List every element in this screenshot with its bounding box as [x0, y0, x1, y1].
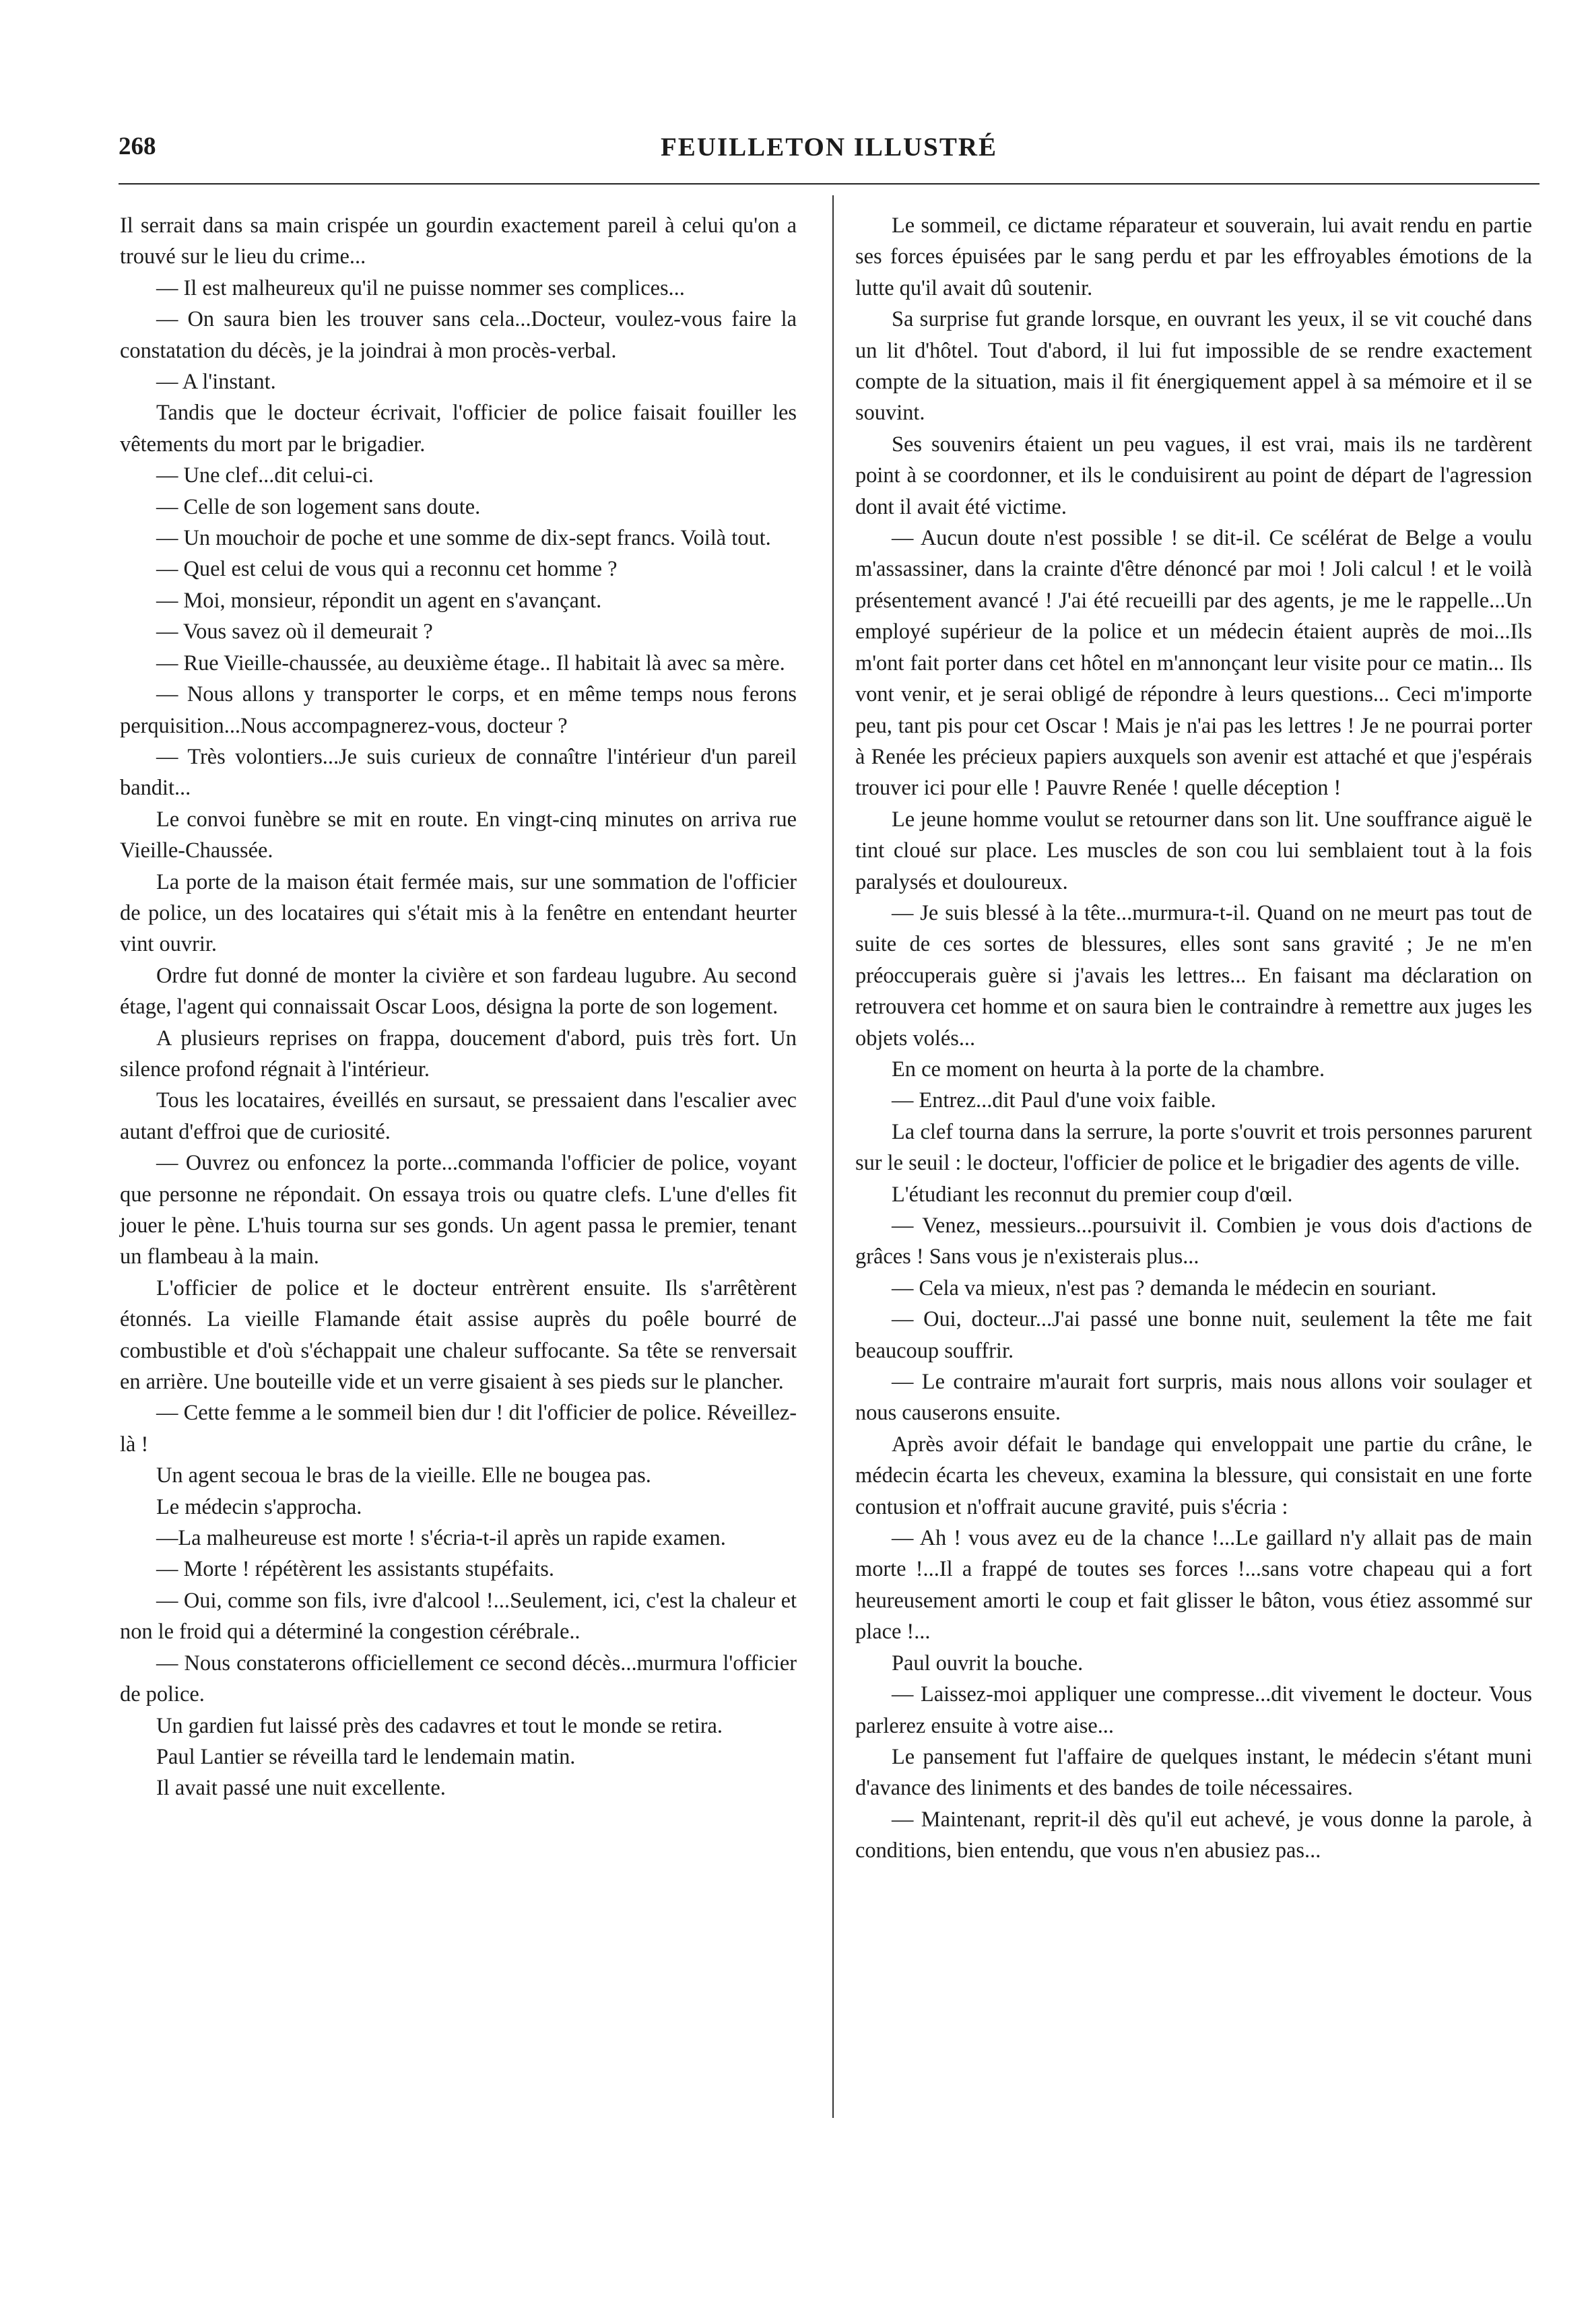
paragraph: — Cette femme a le sommeil bien dur ! dit l'officier de police. Réveillez-là !	[120, 1401, 797, 1457]
paragraph: — Oui, comme son fils, ivre d'alcool !...Seulement, ici, c'est la chaleur et non le froid qui a déterminé la congestion cérébrale..	[120, 1588, 797, 1645]
paragraph: — On saura bien les trouver sans cela...Docteur, voulez-vous faire la constatation du décès, je la joindrai à mon procès-verbal.	[120, 307, 797, 363]
paragraph: — Un mouchoir de poche et une somme de dix-sept francs. Voilà tout.	[156, 526, 771, 551]
paragraph: A plusieurs reprises on frappa, doucement d'abord, puis très fort. Un silence profond régnait à l'intérieur.	[120, 1026, 797, 1082]
paragraph: La porte de la maison était fermée mais, sur une sommation de l'officier de police, un des locataires qui s'était mis à la fenêtre en entendant heurter vint ouvrir.	[120, 869, 797, 957]
paragraph: — Je suis blessé à la tête...murmura-t-il. Quand on ne meurt pas tout de suite de ces sortes de blessures, elles sont sans gravité ; Je ne m'en préoccuperais guère si j'avais les lettres... En faisant ma déclaration on retrouvera cet homme et on saura bien le contraindre à remettre aux juges les objets volés...	[855, 900, 1532, 1051]
paragraph: — Celle de son logement sans doute.	[156, 494, 481, 519]
paragraph: — Ah ! vous avez eu de la chance !...Le gaillard n'y allait pas de main morte !...Il a frappé de toutes ses forces !...sans votre chapeau qui a fort heureusement amorti le coup et fait glisser le bâton, vous étiez assommé sur place !...	[855, 1526, 1532, 1645]
paragraph: Il serrait dans sa main crispée un gourdin exactement pareil à celui qu'on a trouvé sur le lieu du crime...	[120, 213, 797, 269]
paragraph: L'officier de police et le docteur entrèrent ensuite. Ils s'arrêtèrent étonnés. La vieille Flamande était assise auprès du poêle bourré de combustible et d'où s'échappait une chaleur suffocante. Sa tête se renversait en arrière. Une bouteille vide et un verre gisaient à ses pieds sur le plancher.	[120, 1275, 797, 1395]
paragraph: Paul Lantier se réveilla tard le lendemain matin.	[156, 1744, 576, 1769]
paragraph: Le médecin s'approcha.	[156, 1494, 362, 1519]
paragraph: Le sommeil, ce dictame réparateur et souverain, lui avait rendu en partie ses forces épuisées par le sang perdu et par les effroyables émotions de la lutte qu'il avait dû soutenir.	[855, 213, 1532, 300]
paragraph: — Quel est celui de vous qui a reconnu cet homme ?	[156, 557, 618, 582]
column-rule	[832, 195, 834, 2118]
paragraph: Paul ouvrit la bouche.	[892, 1651, 1084, 1675]
paragraph: — Nous allons y transporter le corps, et en même temps nous ferons perquisition...Nous accompagnerez-vous, docteur ?	[120, 682, 797, 738]
paragraph: —La malheureuse est morte ! s'écria-t-il après un rapide examen.	[156, 1526, 726, 1551]
paragraph: — Vous savez où il demeurait ?	[156, 620, 433, 644]
paragraph: — Ouvrez ou enfoncez la porte...commanda l'officier de police, voyant que personne ne répondait. On essaya trois ou quatre clefs. L'une d'elles fit jouer le pène. L'huis tourna sur ses gonds. Un agent passa le premier, tenant un flambeau à la main.	[120, 1151, 797, 1269]
paragraph: Le convoi funèbre se mit en route. En vingt-cinq minutes on arriva rue Vieille-Chaussée.	[120, 807, 797, 863]
paragraph: — Une clef...dit celui-ci.	[156, 463, 374, 488]
paragraph: Tandis que le docteur écrivait, l'officier de police faisait fouiller les vêtements du mort par le brigadier.	[120, 401, 797, 457]
paragraph: L'étudiant les reconnut du premier coup d'œil.	[892, 1182, 1293, 1207]
paragraph: Sa surprise fut grande lorsque, en ouvrant les yeux, il se vit couché dans un lit d'hôtel. Tout d'abord, il lui fut impossible de se rendre exactement compte de la situation, mais il fit énergiquement appel à sa mémoire et il se souvint.	[855, 307, 1532, 426]
paragraph: — Moi, monsieur, répondit un agent en s'avançant.	[156, 588, 602, 613]
paragraph: — Le contraire m'aurait fort surpris, mais nous allons voir soulager et nous causerons ensuite.	[855, 1370, 1532, 1426]
paragraph: Un gardien fut laissé près des cadavres et tout le monde se retira.	[156, 1713, 723, 1738]
paragraph: — Laissez-moi appliquer une compresse...dit vivement le docteur. Vous parlerez ensuite à votre aise...	[855, 1682, 1532, 1738]
left-column	[120, 210, 797, 1804]
paragraph: — Venez, messieurs...poursuivit il. Combien je vous dois d'actions de grâces ! Sans vous je n'existerais plus...	[855, 1214, 1532, 1269]
paragraph: Il avait passé une nuit excellente.	[156, 1776, 446, 1801]
running-title: FEUILLETON ILLUSTRÉ	[660, 133, 998, 162]
paragraph: Après avoir défait le bandage qui enveloppait une partie du crâne, le médecin écarta les cheveux, examina la blessure, qui consistait en une forte contusion et n'offrait aucune gravité, puis s'écria :	[855, 1432, 1532, 1519]
page-number: 268	[119, 133, 156, 160]
paragraph: Un agent secoua le bras de la vieille. Elle ne bougea pas.	[156, 1463, 651, 1488]
right-column	[855, 210, 1532, 1867]
paragraph: Le jeune homme voulut se retourner dans son lit. Une souffrance aiguë le tint cloué sur place. Les muscles de son cou lui semblaient tout à la fois paralysés et douloureux.	[855, 807, 1532, 894]
paragraph: En ce moment on heurta à la porte de la chambre.	[892, 1057, 1325, 1082]
paragraph: Tous les locataires, éveillés en sursaut, se pressaient dans l'escalier avec autant d'effroi que de curiosité.	[120, 1088, 797, 1144]
paragraph: Ordre fut donné de monter la civière et son fardeau lugubre. Au second étage, l'agent qui connaissait Oscar Loos, désigna la porte de son logement.	[120, 963, 797, 1020]
paragraph: — Très volontiers...Je suis curieux de connaître l'intérieur d'un pareil bandit...	[120, 744, 797, 801]
paragraph: — A l'instant.	[156, 370, 276, 395]
paragraph: — Maintenant, reprit-il dès qu'il eut achevé, je vous donne la parole, à conditions, bien entendu, que vous n'en abusiez pas...	[855, 1807, 1532, 1863]
paragraph: — Il est malheureux qu'il ne puisse nommer ses complices...	[156, 275, 685, 300]
paragraph: — Rue Vieille-chaussée, au deuxième étage.. Il habitait là avec sa mère.	[156, 651, 785, 675]
paragraph: — Nous constaterons officiellement ce second décès...murmura l'officier de police.	[120, 1651, 797, 1707]
paragraph: — Oui, docteur...J'ai passé une bonne nuit, seulement la tête me fait beaucoup souffrir.	[855, 1307, 1532, 1363]
paragraph: La clef tourna dans la serrure, la porte s'ouvrit et trois personnes parurent sur le seuil : le docteur, l'officier de police et le brigadier des agents de ville.	[855, 1119, 1532, 1176]
page-header	[119, 132, 1539, 172]
paragraph: — Aucun doute n'est possible ! se dit-il. Ce scélérat de Belge a voulu m'assassiner, dans la crainte d'être dénoncé par moi ! Joli calcul ! et le voilà présentement avancé ! J'ai été recueilli par des agents, je me le rappelle...Un employé supérieur de la police et un médecin étaient auprès de moi...Ils m'ont fait porter dans cet hôtel en m'annonçant leur visite pour ce matin... Ils vont venir, et je serai obligé de répondre à leurs questions... Ceci m'importe peu, tant pis pour cet Oscar ! Mais je n'ai pas les lettres ! Je ne pourrai porter à Renée les précieux papiers auxquels son avenir est attaché et que j'espérais trouver ici pour elle ! Pauvre Renée ! quelle déception !	[855, 526, 1532, 801]
paragraph: Ses souvenirs étaient un peu vagues, il est vrai, mais ils ne tardèrent point à se coordonner, et ils le conduisirent au point de départ de l'agression dont il avait été victime.	[855, 432, 1532, 519]
paragraph: Le pansement fut l'affaire de quelques instant, le médecin s'étant muni d'avance des liniments et des bandes de toile nécessaires.	[855, 1744, 1532, 1801]
paragraph: — Cela va mieux, n'est pas ? demanda le médecin en souriant.	[892, 1275, 1437, 1300]
header-rule	[119, 183, 1539, 185]
paragraph: — Entrez...dit Paul d'une voix faible.	[892, 1088, 1216, 1113]
paragraph: — Morte ! répétèrent les assistants stupéfaits.	[156, 1557, 554, 1582]
